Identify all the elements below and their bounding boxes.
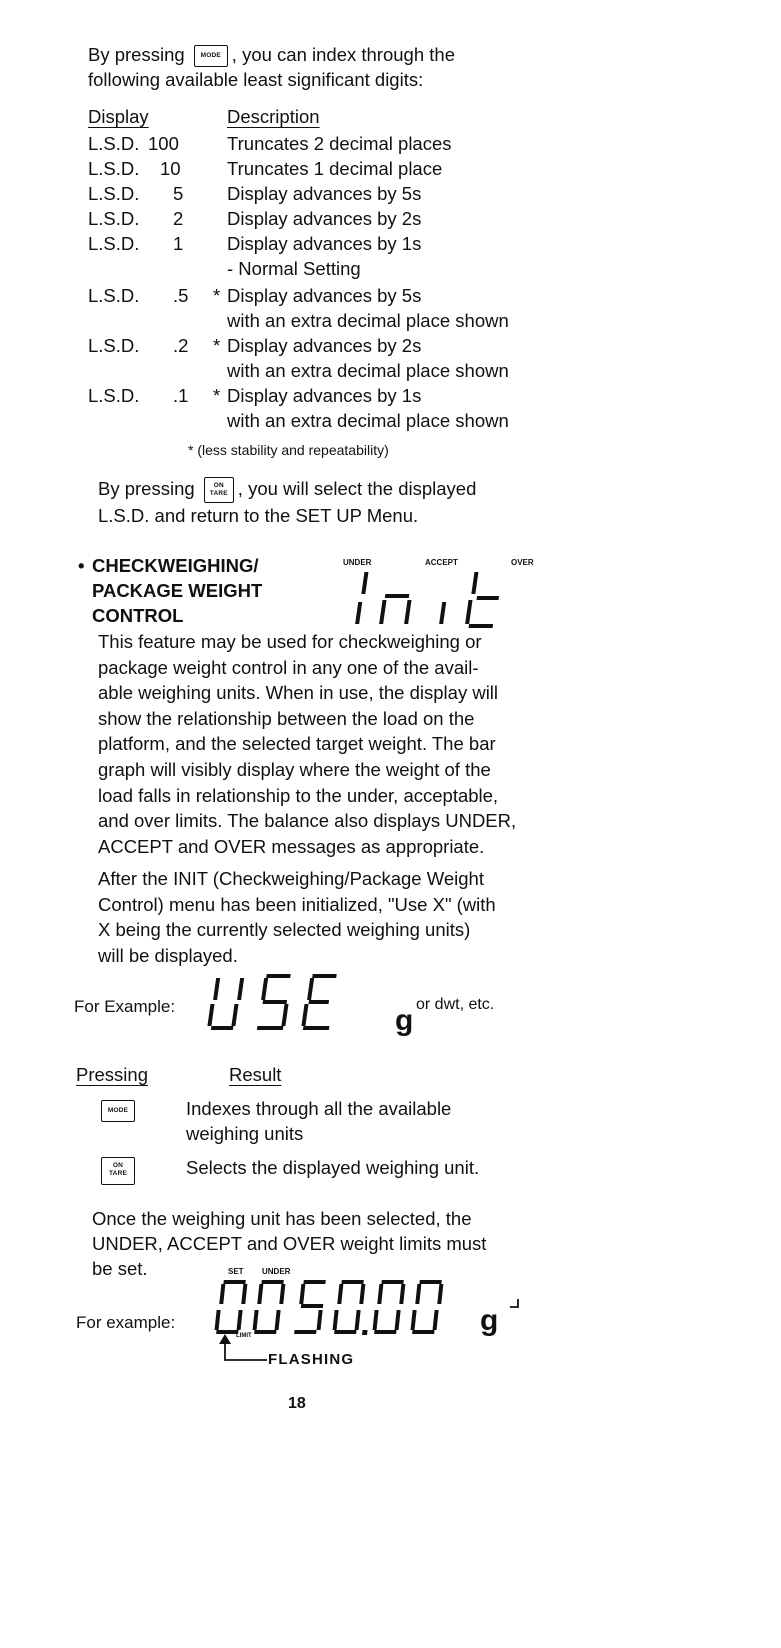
limits-line: UNDER, ACCEPT and OVER weight limits must	[92, 1233, 487, 1254]
limits-line: Once the weighing unit has been selected, the	[92, 1208, 472, 1229]
select-text-after: , you will select the displayed	[237, 478, 477, 499]
page-number: 18	[288, 1395, 306, 1412]
para1-line: and over limits. The balance also displays UNDER,	[98, 810, 517, 832]
example1-unit: g	[395, 1004, 414, 1037]
intro-paragraph	[88, 42, 568, 92]
lsd-row-value: .1	[173, 385, 189, 406]
press-row-result: Indexes through all the available	[186, 1098, 452, 1119]
lsd-row-desc2: - Normal Setting	[227, 258, 361, 279]
lsd-row-value: .5	[173, 285, 189, 306]
mode-key-icon: MODE	[194, 45, 228, 67]
example2-unit: g	[480, 1304, 499, 1337]
press-row-result: Selects the displayed weighing unit.	[186, 1157, 480, 1178]
lsd-row-desc: Truncates 1 decimal place	[227, 158, 443, 179]
select-paragraph	[98, 476, 568, 528]
lsd-row-label: L.S.D.	[88, 233, 140, 254]
header-result: Result	[229, 1064, 282, 1085]
select-line2: L.S.D. and return to the SET UP Menu.	[98, 505, 419, 527]
lsd-row-label: L.S.D.	[88, 158, 140, 179]
under-label: UNDER	[262, 1267, 291, 1276]
lsd-row-value: 100	[148, 133, 179, 154]
lsd-row-label: L.S.D.	[88, 285, 140, 306]
para1-line: package weight control in any one of the avail-	[98, 656, 479, 678]
para1-line: show the relationship between the load on the	[98, 707, 475, 729]
example1-label: For Example:	[74, 997, 176, 1016]
init-lcd-display	[335, 568, 525, 630]
lsd-row-value: 10	[160, 158, 181, 179]
on-tare-key-icon	[101, 1157, 135, 1185]
lsd-row-label: L.S.D.	[88, 133, 140, 154]
checkweighing-paragraph-2	[98, 866, 568, 968]
lsd-row-label: L.S.D.	[88, 208, 140, 229]
stability-mark-icon	[508, 1298, 522, 1312]
checkweighing-heading-3: CONTROL	[92, 605, 184, 626]
limit-label: LIMIT	[236, 1333, 252, 1339]
display-accept-label: ACCEPT	[425, 558, 458, 567]
flashing-arrow-icon	[215, 1330, 275, 1370]
lsd-row-label: L.S.D.	[88, 335, 140, 356]
lsd-row-desc: Display advances by 5s	[227, 285, 422, 306]
lsd-row-label: L.S.D.	[88, 385, 140, 406]
lsd-row-value: 5	[173, 183, 184, 204]
on-tare-key-line1: ON	[112, 1162, 124, 1169]
header-display: Display	[88, 106, 149, 127]
checkweighing-heading-2: PACKAGE WEIGHT	[92, 580, 263, 601]
press-row-result2: weighing units	[186, 1123, 304, 1144]
para2-line: will be displayed.	[98, 944, 238, 966]
limits-line: be set.	[92, 1258, 148, 1279]
lsd-row-value: 2	[173, 208, 184, 229]
para1-line: graph will visibly display where the weight of the	[98, 758, 491, 780]
set-label: SET	[228, 1267, 244, 1276]
lsd-row-value: .2	[173, 335, 189, 356]
checkweighing-heading-1: CHECKWEIGHING/	[92, 555, 259, 576]
lsd-row-desc2: with an extra decimal place shown	[227, 410, 509, 431]
lsd-row-desc: Display advances by 2s	[227, 208, 422, 229]
lsd-row-desc: Display advances by 1s	[227, 233, 422, 254]
intro-text-before: By pressing	[88, 44, 185, 65]
para2-line: Control) menu has been initialized, "Use X" (with	[98, 893, 496, 915]
lsd-row-desc2: with an extra decimal place shown	[227, 360, 509, 381]
example2-label: For example:	[76, 1313, 176, 1332]
lsd-row-label: L.S.D.	[88, 183, 140, 204]
use-lcd-display	[205, 972, 345, 1034]
lsd-row-desc: Truncates 2 decimal places	[227, 133, 452, 154]
on-tare-key-line2: TARE	[108, 1170, 127, 1177]
para1-line: This feature may be used for checkweighing or	[98, 631, 482, 652]
lsd-row-desc: Display advances by 2s	[227, 335, 422, 356]
header-description: Description	[227, 106, 320, 127]
para1-line: platform, and the selected target weight. The bar	[98, 733, 496, 755]
lsd-row-desc: Display advances by 1s	[227, 385, 422, 406]
lsd-row-star: *	[213, 385, 221, 406]
intro-line2: following available least significant digits:	[88, 69, 424, 91]
intro-text-after: , you can index through the	[231, 44, 455, 65]
on-tare-key-icon	[204, 477, 234, 503]
footnote: * (less stability and repeatability)	[188, 442, 389, 458]
select-text-before: By pressing	[98, 478, 195, 499]
para1-line: ACCEPT and OVER messages as appropriate.	[98, 835, 485, 857]
lsd-row-desc: Display advances by 5s	[227, 183, 422, 204]
lsd-row-value: 1	[173, 233, 184, 254]
lsd-row-desc2: with an extra decimal place shown	[227, 310, 509, 331]
para1-line: load falls in relationship to the under, acceptable,	[98, 784, 499, 806]
para2-line: After the INIT (Checkweighing/Package Weight	[98, 868, 484, 889]
on-tare-key-line2: TARE	[209, 490, 228, 498]
header-pressing: Pressing	[76, 1064, 148, 1085]
lsd-row-star: *	[213, 285, 221, 306]
on-tare-key-line1: ON	[213, 482, 224, 490]
para1-line: able weighing units. When in use, the display will	[98, 682, 499, 704]
mode-key-icon: MODE	[101, 1100, 135, 1122]
example1-unit-note: or dwt, etc.	[416, 996, 495, 1013]
bullet: •	[78, 555, 85, 576]
lsd-row-star: *	[213, 335, 221, 356]
display-under-label: UNDER	[343, 558, 372, 567]
flashing-label: FLASHING	[268, 1351, 355, 1368]
display-over-label: OVER	[511, 558, 534, 567]
para2-line: X being the currently selected weighing units)	[98, 919, 471, 941]
limits-paragraph	[92, 1206, 562, 1281]
checkweighing-paragraph-1	[98, 629, 568, 859]
